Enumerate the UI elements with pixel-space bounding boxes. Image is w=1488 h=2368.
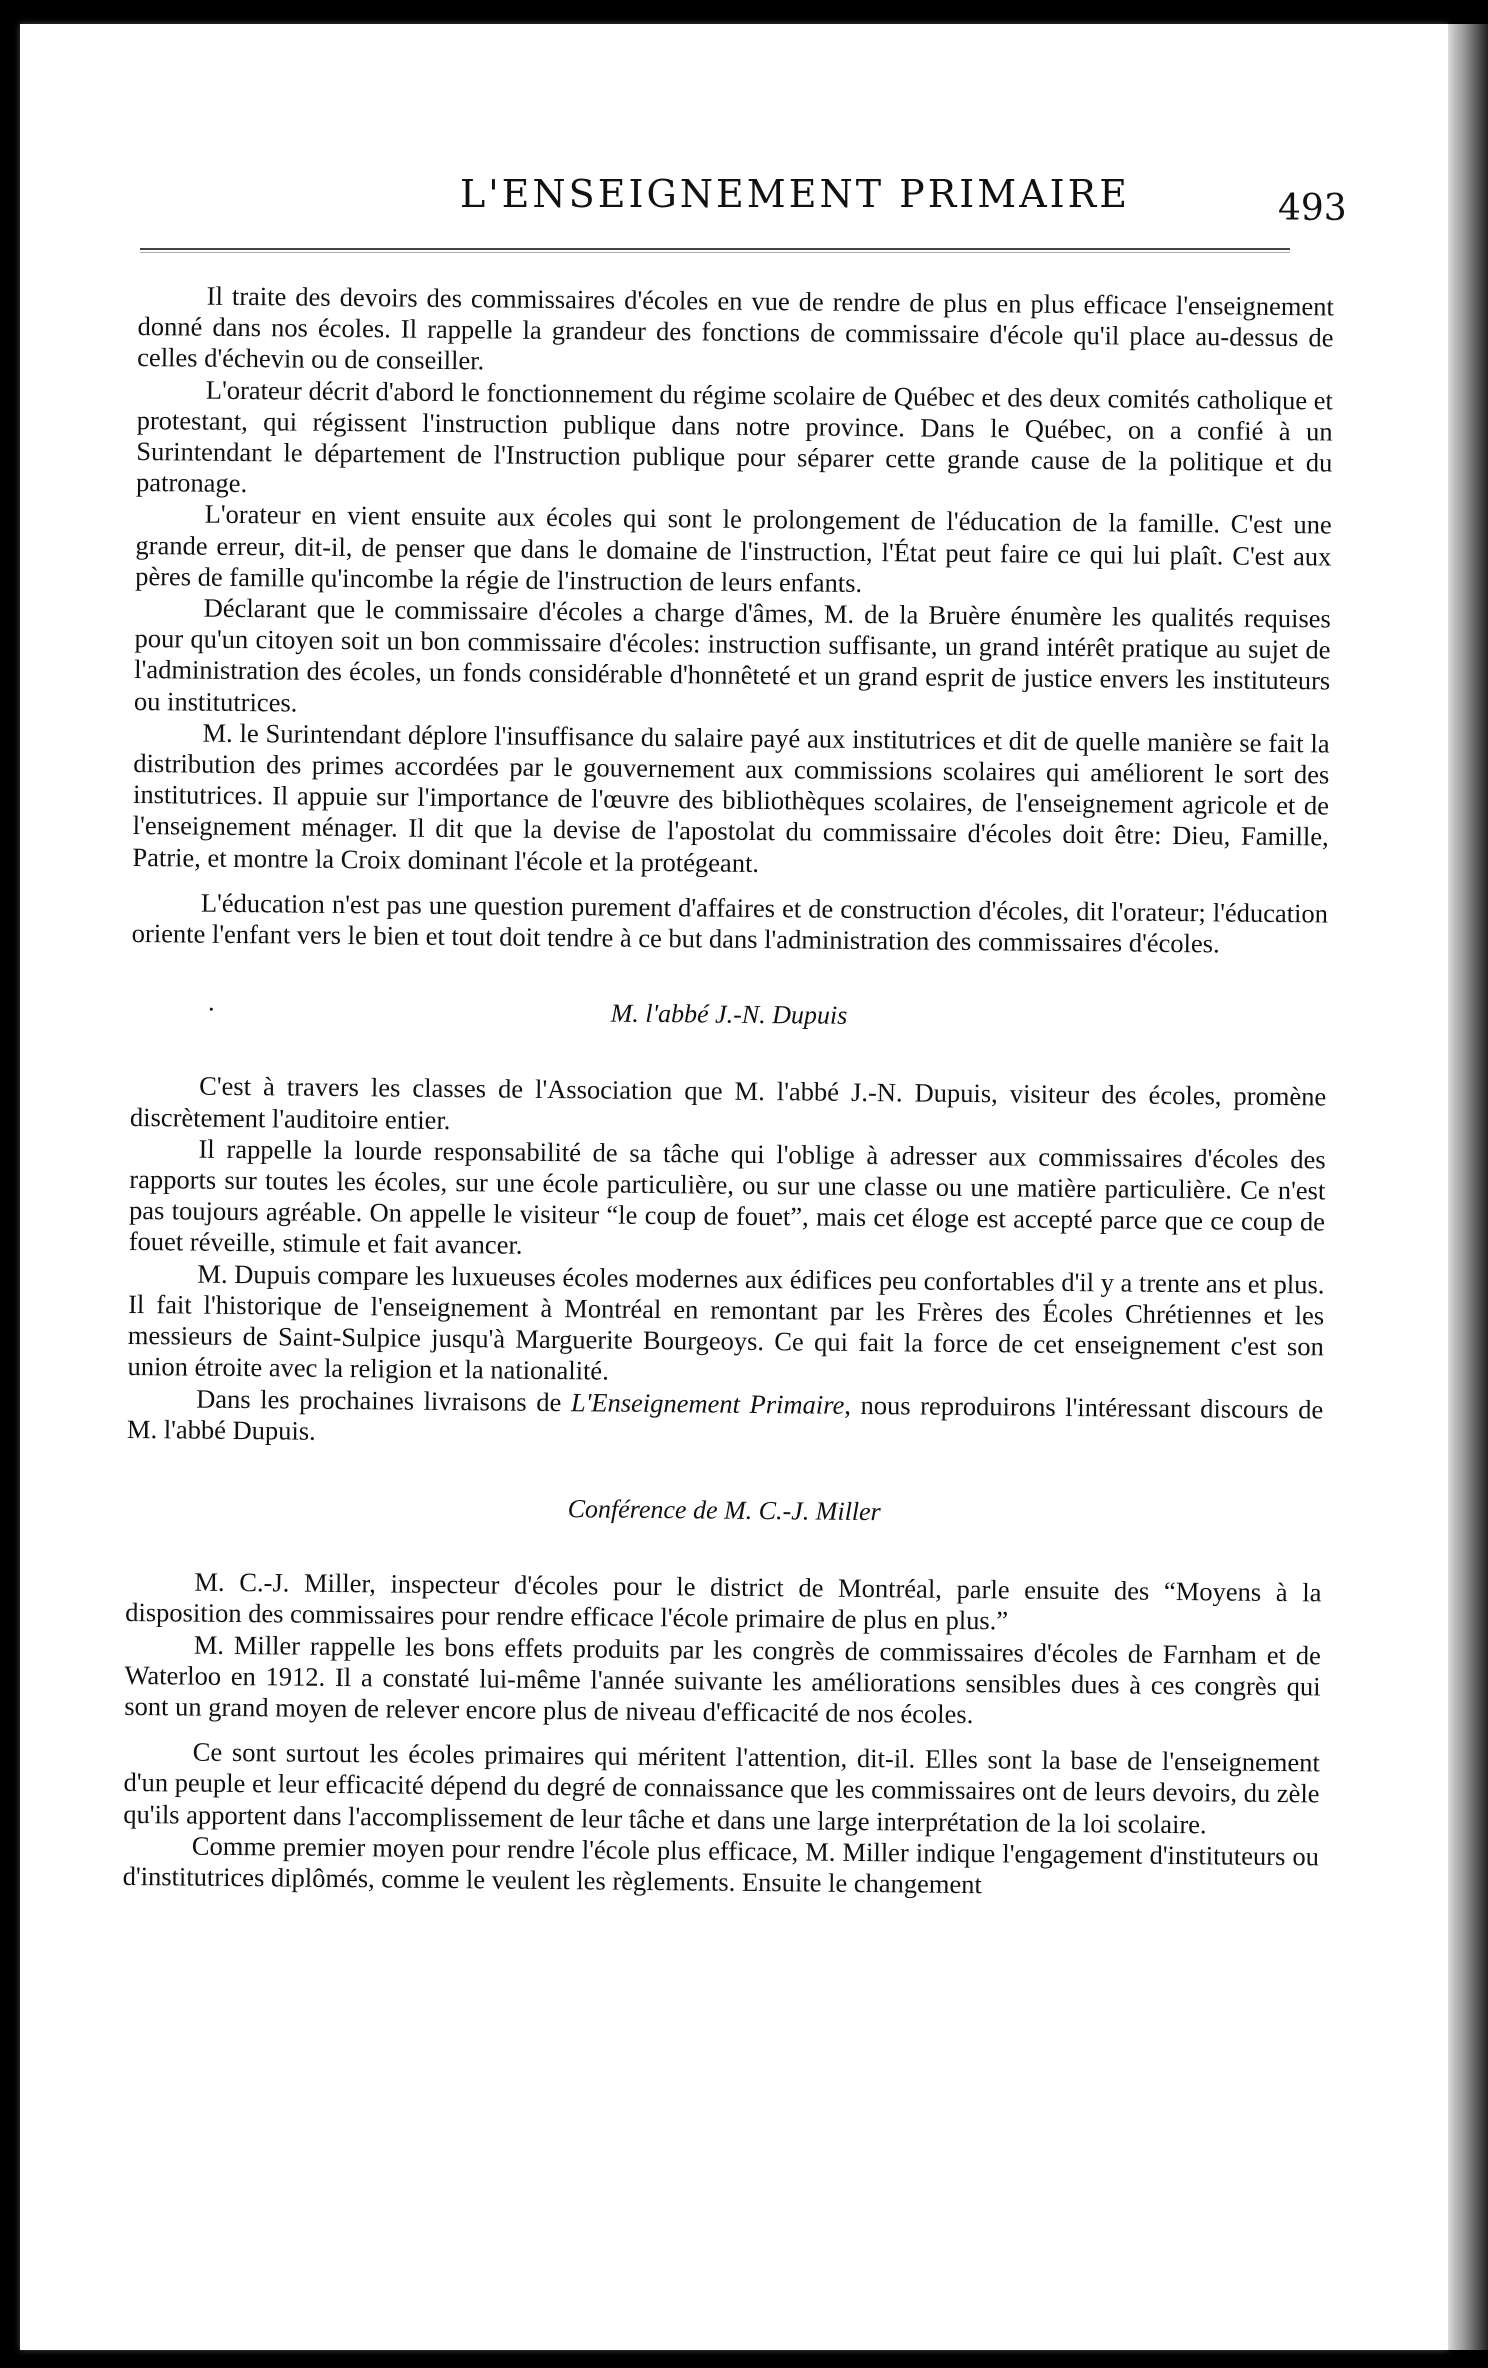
paragraph: Déclarant que le commissaire d'écoles a charge d'âmes, M. de la Bruère énumère les qualités requises pour qu'un citoyen soit un bon commissaire d'écoles: instruction suffisante, un grand intérêt pratique au sujet de l'administration des écoles, un fonds considérable d'honnêteté et un grand esprit de justice envers les instituteurs ou institutrices. [133,592,1331,718]
paragraph [127,1382,1324,1456]
paragraph: L'éducation n'est pas une question purement d'affaires et de construction d'écoles, dit l'orateur; l'éducation oriente l'enfant vers le bien et tout doit tendre à ce but dans l'administration des commissaires d'écoles. [131,887,1329,959]
document-page [20,24,1448,2350]
paragraph: M. Miller rappelle les bons effets produits par les congrès de commissaires d'écoles de Farnham et de Waterloo en 1912. Il a constaté lui-même l'année suivante les améliorations sensibles dues à ces congrès qui sont un grand moyen de relever encore plus de niveau d'efficacité de nos écoles. [124,1629,1322,1730]
page-edge-shadow [1448,24,1488,2350]
section-heading-miller: Conférence de M. C.-J. Miller [567,1494,881,1527]
paragraph: M. C.-J. Miller, inspecteur d'écoles pour le district de Montréal, parle ensuite des “Moyens à la disposition des commissaires pour rendre efficace l'école primaire de plus en plus.” [125,1566,1322,1636]
paragraph: C'est à travers les classes de l'Association que M. l'abbé J.-N. Dupuis, visiteur des écoles, promène discrètement l'auditoire entier. [129,1071,1327,1135]
page-number: 493 [1278,188,1347,229]
text-run: Dans les prochaines livraisons de [196,1383,572,1417]
text-run: , nous reproduirons l'intéressant discours de M. l'abbé Dupuis. [126,1389,1324,1446]
page-header [20,144,1448,229]
journal-title: L'Enseignement Primaire [570,1386,845,1420]
paragraph: Il rappelle la lourde responsabilité de sa tâche qui l'oblige à adresser aux commissaires d'écoles des rapports sur toutes les écoles, sur une école particulière, ou sur une classe ou une matière particulière. Ce n'est pas toujours agréable. On appelle le visiteur “le coup de fouet”, mais cet éloge est accepté parce que ce coup de fouet réveille, stimule et fait avancer. [128,1133,1326,1261]
paragraph: L'orateur décrit d'abord le fonctionnement du régime scolaire de Québec et des deux comités catholique et protestant, qui régissent l'instruction publique dans notre province. Dans le Québec, on a confié à un Surintendant le département de l'Instruction publique pour séparer cette grande cause de la politique et du patronage. [135,374,1334,499]
paragraph: M. Dupuis compare les luxueuses écoles modernes aux édifices peu confortables d'il y a trente ans et plus. Il fait l'historique de l'enseignement à Montréal en remontant par les Frères des Écoles Chrétiennes et les messieurs de Saint-Sulpice jusqu'à Marguerite Bourgeoys. Ce qui fait la force de cet enseignement c'est son union étroite avec la religion et la nationalité. [127,1258,1325,1386]
paragraph: Comme premier moyen pour rendre l'école plus efficace, M. Miller indique l'engagement d'instituteurs ou d'institutrices diplômés, comme le veulent les règlements. Ensuite le changement [122,1830,1320,1900]
paragraph: L'orateur en vient ensuite aux écoles qui sont le prolongement de l'éducation de la famille. C'est une grande erreur, dit-il, de penser que dans le domaine de l'instruction, l'État peut faire ce qui lui plaît. C'est aux pères de famille qu'incombe la régie de l'instruction de leurs enfants. [135,499,1332,598]
paragraph: Ce sont surtout les écoles primaires qui méritent l'attention, dit-il. Elles sont la base de l'enseignement d'un peuple et leur efficacité dépend du degré de connaissance que les commissaires ont de leurs devoirs, du zèle qu'ils apportent dans l'accomplissement de leur tâche et dans une large interprétation de la loi scolaire. [123,1736,1320,1839]
section-heading-dupuis: · M. l'abbé J.-N. Dupuis [131,993,1327,1036]
running-title: L'ENSEIGNEMENT PRIMAIRE [460,172,1131,216]
paragraph: M. le Surintendant déplore l'insuffisance du salaire payé aux institutrices et dit de quelle manière se fait la distribution des primes accordées par le gouvernement aux commissions scolaires qui améliorent le sort des institutrices. Il appuie sur l'importance de l'œuvre des bibliothèques scolaires, de l'enseignement agricole et de l'enseignement ménager. Il dit que la devise de l'apostolat du commissaire d'écoles doit être: Dieu, Famille, Patrie, et montre la Croix dominant l'école et la protégeant. [132,717,1330,878]
page-body [123,280,1334,1904]
header-rule [140,248,1290,253]
paragraph: Il traite des devoirs des commissaires d'écoles en vue de rendre de plus en plus efficace l'enseignement donné dans nos écoles. Il rappelle la grandeur des fonctions de commissaire d'école qu'il place au-dessus de celles d'échevin ou de conseiller. [137,280,1334,376]
